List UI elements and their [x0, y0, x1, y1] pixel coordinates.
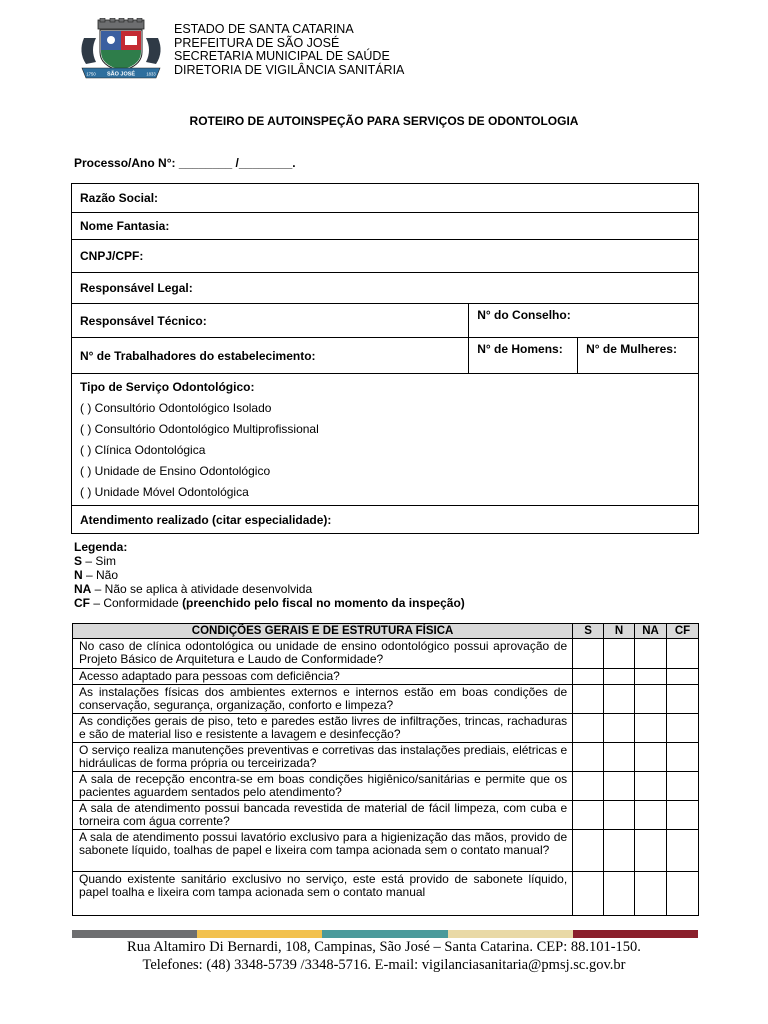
footer-address: Rua Altamiro Di Bernardi, 108, Campinas, São José – Santa Catarina. CEP: 88.101-150. — [127, 939, 641, 955]
processo-field[interactable]: Processo/Ano N°: ________ /________. — [74, 156, 296, 170]
condition-question: A sala de atendimento possui lavatório exclusivo para a higienização das mãos, provido de sabonete líquido, toalhas de papel e lixeira com tampa acionada sem o contato manual? — [73, 830, 573, 872]
legend-key-cf: CF — [74, 596, 90, 610]
legend-text-na: – Não se aplica à atividade desenvolvida — [91, 582, 313, 596]
cell-cf[interactable] — [667, 714, 699, 743]
table-row — [73, 801, 699, 830]
table-row — [73, 872, 699, 916]
tipo-servico-title: Tipo de Serviço Odontológico: — [80, 380, 255, 394]
cell-na[interactable] — [635, 639, 667, 669]
emblem-year-left: 1750 — [86, 71, 96, 77]
cell-n[interactable] — [604, 639, 635, 669]
cell-cf[interactable] — [667, 669, 699, 685]
coat-of-arms-logo — [76, 18, 166, 80]
condition-question: Quando existente sanitário exclusivo no serviço, este está provido de sabonete líquido, papel toalha e lixeira com tampa acionada sem o contato manual — [73, 872, 573, 916]
condition-question: As instalações físicas dos ambientes externos e internos estão em boas condições de conservação, segurança, organização, conforto e limpeza? — [73, 685, 573, 714]
cell-s[interactable] — [573, 639, 604, 669]
tipo-servico-section — [72, 374, 699, 506]
stripe-segment — [573, 930, 698, 938]
cell-na[interactable] — [635, 772, 667, 801]
cell-s[interactable] — [573, 685, 604, 714]
legend-key-s: S — [74, 554, 83, 568]
letterhead — [76, 18, 696, 84]
cell-na[interactable] — [635, 872, 667, 916]
header-line-prefecture: PREFEITURA DE SÃO JOSÉ — [174, 35, 340, 50]
cell-s[interactable] — [573, 743, 604, 772]
condition-question: A sala de atendimento possui bancada revestida de material de fácil limpeza, com cuba e torneira com água corrente? — [73, 801, 573, 830]
condition-question: No caso de clínica odontológica ou unidade de ensino odontológico possui aprovação de Projeto Básico de Arquitetura e Laudo de Conformidade? — [73, 639, 573, 669]
nome-fantasia-field[interactable]: Nome Fantasia: — [72, 213, 699, 240]
cell-n[interactable] — [604, 714, 635, 743]
legend-title: Legenda: — [74, 540, 128, 554]
cell-n[interactable] — [604, 830, 635, 872]
razao-social-field[interactable]: Razão Social: — [72, 184, 699, 213]
homens-field[interactable]: N° de Homens: — [469, 338, 578, 374]
conselho-field[interactable]: N° do Conselho: — [469, 304, 699, 338]
cell-cf[interactable] — [667, 685, 699, 714]
legend-key-n: N — [74, 568, 83, 582]
legend — [74, 540, 465, 610]
cell-na[interactable] — [635, 743, 667, 772]
condition-question: O serviço realiza manutenções preventivas e corretivas das instalações prediais, elétricas e hidráulicas de forma própria ou terceirizada? — [73, 743, 573, 772]
page-title: ROTEIRO DE AUTOINSPEÇÃO PARA SERVIÇOS DE ODONTOLOGIA — [189, 114, 579, 128]
legend-cf-note: (preenchido pelo fiscal no momento da inspeção) — [182, 596, 465, 610]
column-n-header: N — [604, 624, 635, 639]
legend-text-n: – Não — [82, 568, 119, 582]
table-row — [73, 685, 699, 714]
stripe-segment — [448, 930, 573, 938]
option-clinica-odontologica[interactable]: ( ) Clínica Odontológica — [80, 443, 206, 457]
cell-s[interactable] — [573, 801, 604, 830]
cell-cf[interactable] — [667, 801, 699, 830]
cell-cf[interactable] — [667, 872, 699, 916]
cell-cf[interactable] — [667, 830, 699, 872]
footer — [0, 938, 768, 974]
cell-na[interactable] — [635, 830, 667, 872]
table-row — [73, 772, 699, 801]
legend-text-s: – Sim — [82, 554, 117, 568]
cnpj-cpf-field[interactable]: CNPJ/CPF: — [72, 240, 699, 273]
column-s-header: S — [573, 624, 604, 639]
conditions-header: CONDIÇÕES GERAIS E DE ESTRUTURA FÍSICA — [73, 624, 573, 639]
cell-cf[interactable] — [667, 743, 699, 772]
cell-n[interactable] — [604, 669, 635, 685]
table-row — [73, 714, 699, 743]
option-unidade-movel[interactable]: ( ) Unidade Móvel Odontológica — [80, 485, 249, 499]
cell-s[interactable] — [573, 830, 604, 872]
cell-n[interactable] — [604, 801, 635, 830]
header-line-state: ESTADO DE SANTA CATARINA — [174, 22, 354, 36]
responsavel-tecnico-field[interactable]: Responsável Técnico: — [72, 304, 469, 338]
header-line-directorate: DIRETORIA DE VIGILÂNCIA SANITÁRIA — [174, 62, 405, 77]
emblem-year-right: 1833 — [146, 71, 156, 77]
option-consultorio-isolado[interactable]: ( ) Consultório Odontológico Isolado — [80, 401, 272, 415]
cell-na[interactable] — [635, 714, 667, 743]
legend-key-na: NA — [74, 582, 92, 596]
column-na-header: NA — [635, 624, 667, 639]
letterhead-text — [174, 23, 404, 77]
cell-cf[interactable] — [667, 639, 699, 669]
option-unidade-ensino[interactable]: ( ) Unidade de Ensino Odontológico — [80, 464, 271, 478]
column-cf-header: CF — [667, 624, 699, 639]
condition-question: A sala de recepção encontra-se em boas condições higiênico/sanitárias e permite que os pacientes aguardem sentados pelo atendimento? — [73, 772, 573, 801]
emblem-banner-text: SÃO JOSÉ — [106, 71, 136, 78]
condition-question: Acesso adaptado para pessoas com deficiência? — [73, 669, 573, 685]
trabalhadores-field[interactable]: N° de Trabalhadores do estabelecimento: — [72, 338, 469, 374]
table-row — [73, 830, 699, 872]
cell-n[interactable] — [604, 685, 635, 714]
table-row — [73, 743, 699, 772]
footer-contacts: Telefones: (48) 3348-5739 /3348-5716. E-mail: vigilanciasanitaria@pmsj.sc.gov.br — [142, 957, 626, 973]
cell-cf[interactable] — [667, 772, 699, 801]
cell-na[interactable] — [635, 669, 667, 685]
condition-question: As condições gerais de piso, teto e paredes estão livres de infiltrações, trincas, rachaduras e são de material liso e resistente a lavagem e desinfecção? — [73, 714, 573, 743]
header-line-secretariat: SECRETARIA MUNICIPAL DE SAÚDE — [174, 49, 390, 63]
footer-color-stripe — [72, 930, 698, 938]
atendimento-field[interactable]: Atendimento realizado (citar especialidade): — [72, 506, 699, 534]
cell-na[interactable] — [635, 685, 667, 714]
cell-n[interactable] — [604, 872, 635, 916]
cell-na[interactable] — [635, 801, 667, 830]
conditions-table — [72, 623, 699, 916]
cell-s[interactable] — [573, 714, 604, 743]
cell-s[interactable] — [573, 872, 604, 916]
option-consultorio-multiprofissional[interactable]: ( ) Consultório Odontológico Multiprofissional — [80, 422, 319, 436]
cell-s[interactable] — [573, 669, 604, 685]
cell-s[interactable] — [573, 772, 604, 801]
mulheres-field[interactable]: N° de Mulheres: — [578, 338, 699, 374]
cell-n[interactable] — [604, 743, 635, 772]
table-row — [73, 669, 699, 685]
stripe-segment — [322, 930, 447, 938]
identification-table — [71, 183, 699, 534]
stripe-segment — [197, 930, 322, 938]
stripe-segment — [72, 930, 197, 938]
legend-text-cf: – Conformidade — [90, 596, 183, 610]
table-row — [73, 639, 699, 669]
responsavel-legal-field[interactable]: Responsável Legal: — [72, 273, 699, 304]
cell-n[interactable] — [604, 772, 635, 801]
